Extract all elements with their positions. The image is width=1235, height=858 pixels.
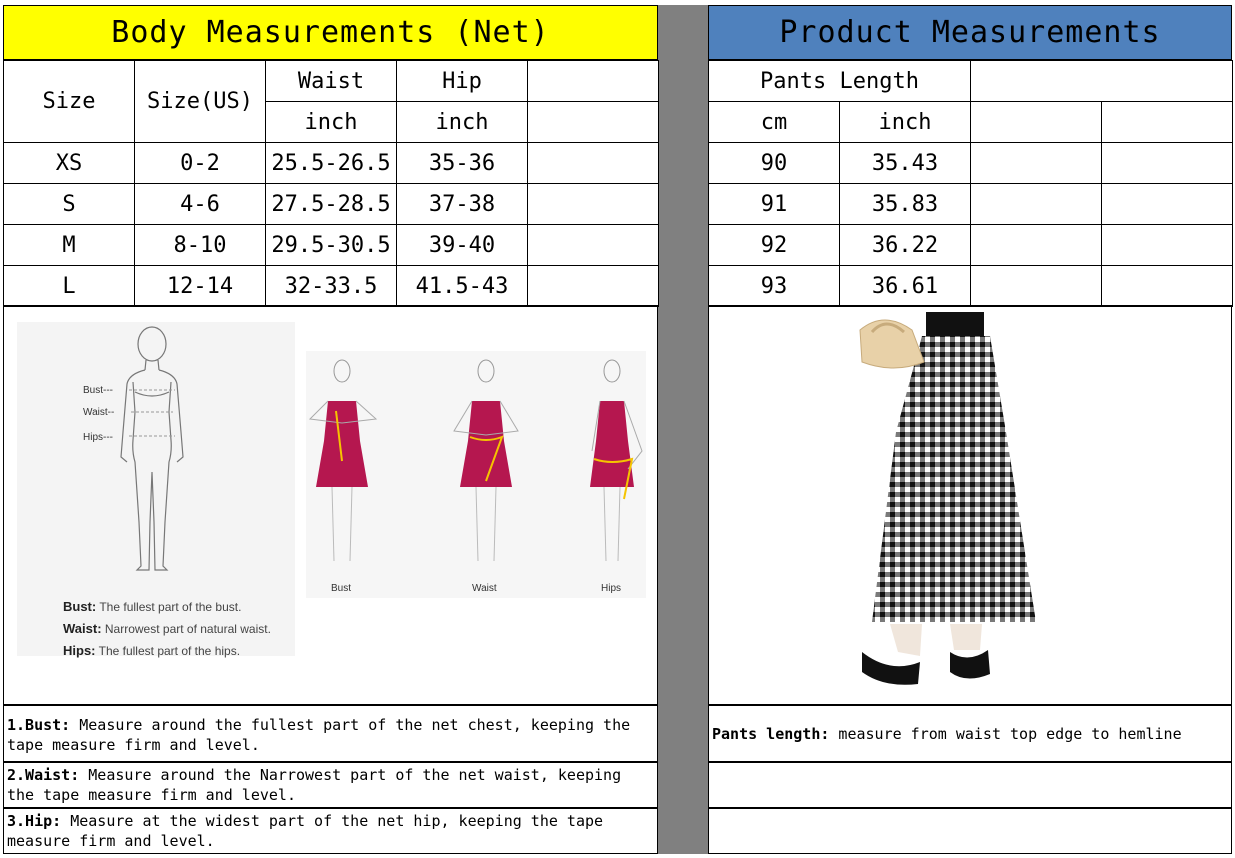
desc-bust-text: The fullest part of the bust. <box>99 600 242 614</box>
desc-hips-text: The fullest part of the hips. <box>98 644 241 658</box>
inch-cell: 35.43 <box>840 143 971 184</box>
body-measurements-table <box>3 60 659 307</box>
empty-cell <box>528 102 659 143</box>
empty-cell <box>971 61 1233 102</box>
col-pants-length-header: Pants Length <box>709 61 971 102</box>
note-waist <box>3 762 658 808</box>
size-cell: S <box>4 184 135 225</box>
size-cell: XS <box>4 143 135 184</box>
body-outline-icon <box>17 322 295 592</box>
table-row <box>4 225 659 266</box>
table-row <box>709 266 1233 307</box>
label-bust: Bust--- <box>83 385 113 396</box>
cm-cell: 91 <box>709 184 840 225</box>
hip-cell: 37-38 <box>397 184 528 225</box>
label-waist: Waist-- <box>83 407 115 418</box>
empty-cell <box>971 143 1102 184</box>
empty-cell <box>971 266 1102 307</box>
col-size-header: Size <box>4 61 135 143</box>
column-separator <box>658 5 708 854</box>
cm-cell: 90 <box>709 143 840 184</box>
body-measurements-header <box>3 5 658 60</box>
note-bust <box>3 705 658 762</box>
dress-figure-bust <box>310 360 376 561</box>
note-waist-text: Measure around the Narrowest part of the net waist, keeping the tape measure firm and level. <box>7 766 622 804</box>
product-measurements-title: Product Measurements <box>779 15 1161 50</box>
desc-waist-term: Waist: <box>63 621 102 636</box>
note-pants-text: measure from waist top edge to hemline <box>829 725 1182 743</box>
waist-cell: 25.5-26.5 <box>266 143 397 184</box>
size-us-cell: 0-2 <box>135 143 266 184</box>
waist-cell: 32-33.5 <box>266 266 397 307</box>
empty-cell <box>1102 143 1233 184</box>
desc-waist <box>63 618 271 640</box>
empty-cell <box>971 225 1102 266</box>
table-row <box>709 184 1233 225</box>
table-row <box>4 184 659 225</box>
note-hip <box>3 808 658 854</box>
table-row <box>709 143 1233 184</box>
col-waist-header: Waist <box>266 61 397 102</box>
note-pants-length <box>708 705 1232 762</box>
waist-unit: inch <box>266 102 397 143</box>
body-descriptions <box>63 596 271 662</box>
empty-cell <box>528 184 659 225</box>
inch-cell: 36.22 <box>840 225 971 266</box>
dress-figure-waist <box>454 360 518 561</box>
size-cell: M <box>4 225 135 266</box>
product-measurements-header <box>708 5 1232 60</box>
inch-cell: 36.61 <box>840 266 971 307</box>
size-us-cell: 4-6 <box>135 184 266 225</box>
dress-diagram <box>306 351 646 598</box>
size-us-cell: 8-10 <box>135 225 266 266</box>
table-row <box>4 266 659 307</box>
empty-cell <box>528 143 659 184</box>
desc-hips <box>63 640 271 662</box>
dress-figures-icon <box>306 351 646 598</box>
dress-figure-hips <box>590 360 642 561</box>
note-waist-term: 2.Waist: <box>7 766 80 784</box>
empty-cell <box>1102 266 1233 307</box>
inch-cell: 35.83 <box>840 184 971 225</box>
caption-waist: Waist <box>472 583 497 594</box>
hip-cell: 39-40 <box>397 225 528 266</box>
size-us-cell: 12-14 <box>135 266 266 307</box>
hip-unit: inch <box>397 102 528 143</box>
empty-cell <box>528 61 659 102</box>
empty-cell <box>971 102 1102 143</box>
empty-cell <box>1102 184 1233 225</box>
note-hip-text: Measure at the widest part of the net hip, keeping the tape measure firm and level. <box>7 812 604 850</box>
note-bust-text: Measure around the fullest part of the net chest, keeping the tape measure firm and level. <box>7 716 631 754</box>
note-bust-term: 1.Bust: <box>7 716 71 734</box>
caption-hips: Hips <box>601 583 622 594</box>
empty-cell <box>528 225 659 266</box>
col-size-us-header: Size(US) <box>135 61 266 143</box>
empty-note-row <box>708 808 1232 854</box>
waist-cell: 29.5-30.5 <box>266 225 397 266</box>
cm-cell: 92 <box>709 225 840 266</box>
hip-cell: 41.5-43 <box>397 266 528 307</box>
note-pants-term: Pants length: <box>712 725 830 743</box>
empty-cell <box>1102 225 1233 266</box>
cm-cell: 93 <box>709 266 840 307</box>
body-diagram <box>17 322 295 656</box>
empty-cell <box>1102 102 1233 143</box>
inch-unit: inch <box>840 102 971 143</box>
size-cell: L <box>4 266 135 307</box>
table-row <box>709 225 1233 266</box>
col-hip-header: Hip <box>397 61 528 102</box>
hip-cell: 35-36 <box>397 143 528 184</box>
desc-bust-term: Bust: <box>63 599 97 614</box>
desc-hips-term: Hips: <box>63 643 96 658</box>
label-hips: Hips--- <box>83 432 113 443</box>
desc-waist-text: Narrowest part of natural waist. <box>104 622 271 636</box>
empty-cell <box>528 266 659 307</box>
desc-bust <box>63 596 271 618</box>
empty-cell <box>971 184 1102 225</box>
caption-bust: Bust <box>331 583 352 594</box>
cm-unit: cm <box>709 102 840 143</box>
note-hip-term: 3.Hip: <box>7 812 62 830</box>
product-photo <box>850 312 1040 692</box>
product-measurements-table <box>708 60 1233 307</box>
waist-cell: 27.5-28.5 <box>266 184 397 225</box>
table-row <box>4 143 659 184</box>
gingham-pants-icon <box>850 312 1040 692</box>
body-measurements-title: Body Measurements (Net) <box>111 15 550 50</box>
empty-note-row <box>708 762 1232 808</box>
